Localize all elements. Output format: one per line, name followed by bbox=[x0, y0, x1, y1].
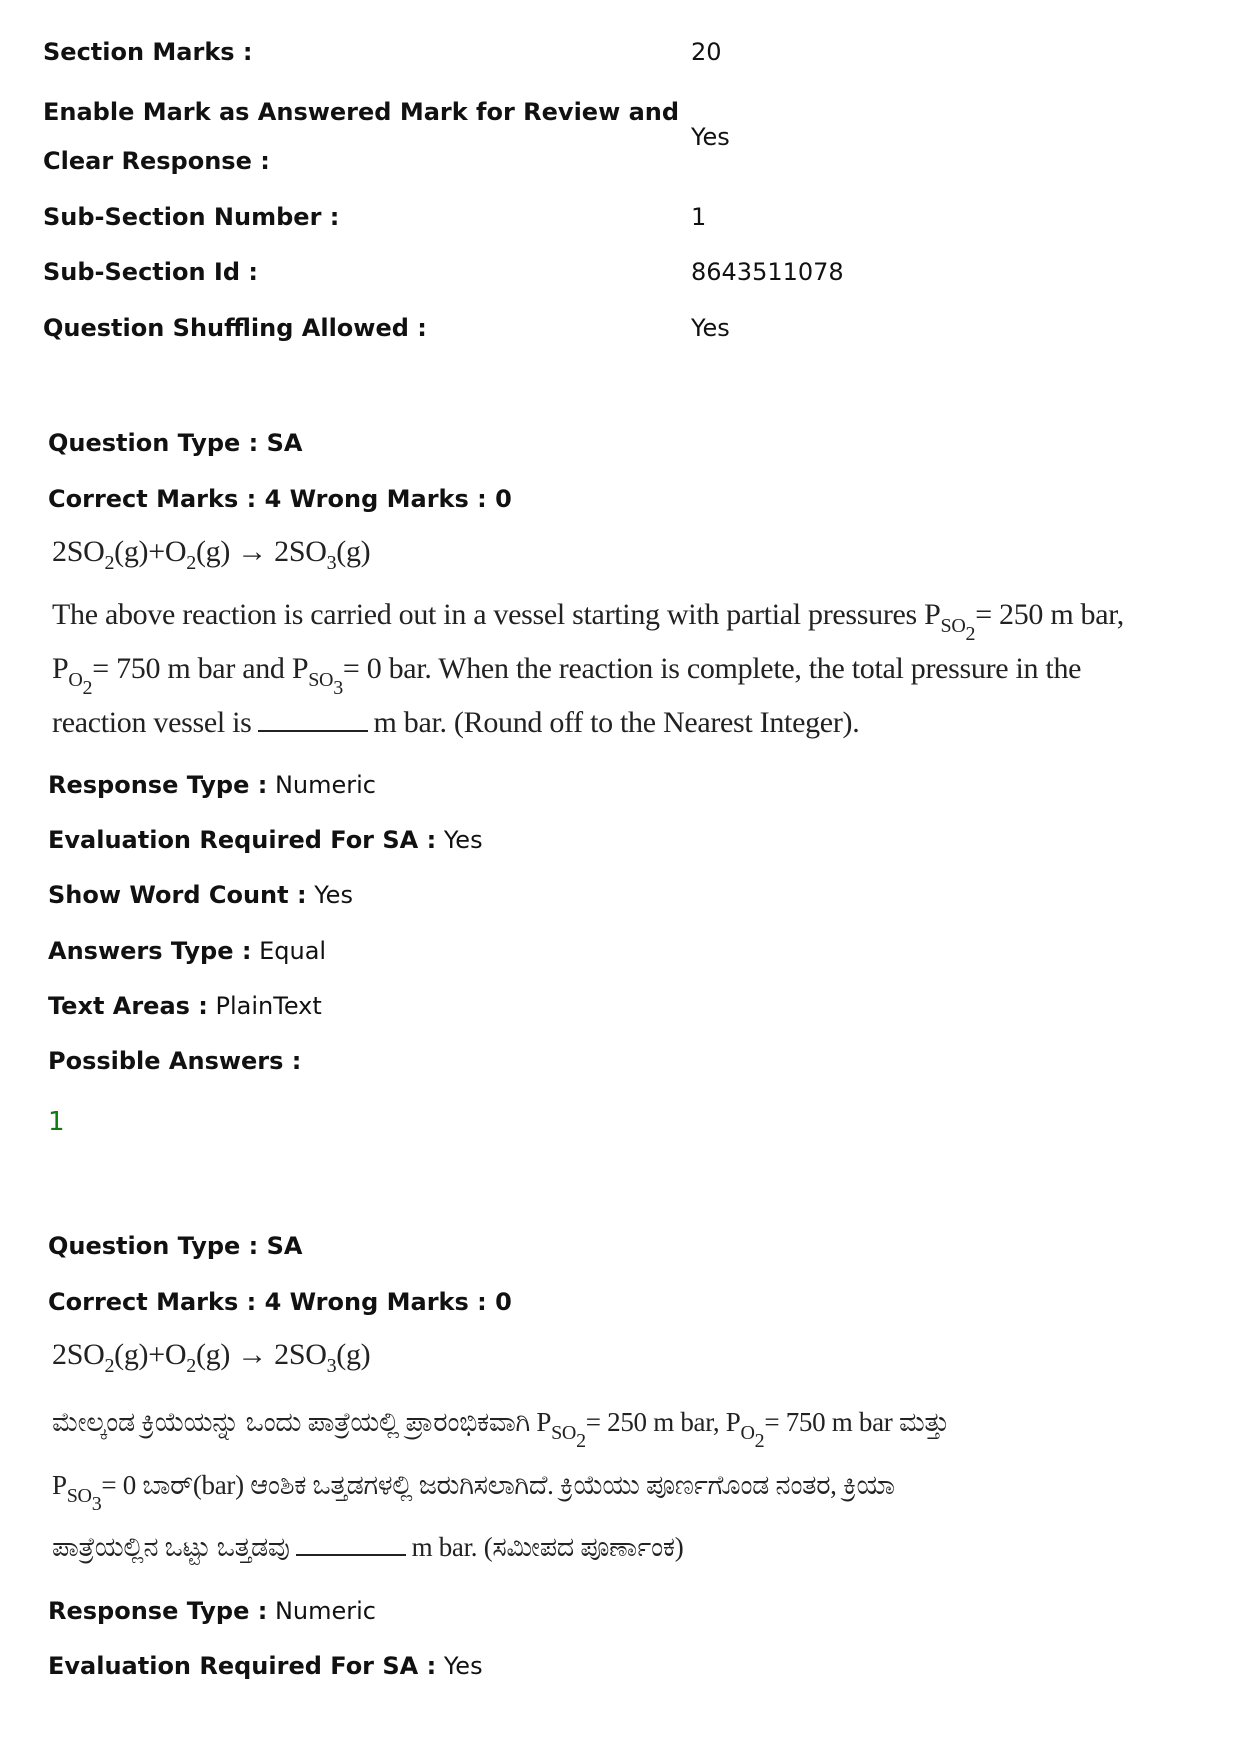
enable-mark-label-2: Clear Response : bbox=[43, 147, 270, 175]
section-marks-label: Section Marks : bbox=[43, 38, 253, 66]
q1-text-line-1: The above reaction is carried out in a vessel starting with partial pressures $P_{SO_2}= 250$ m bar, bbox=[52, 598, 1124, 645]
q2-marks: Correct Marks : 4 Wrong Marks : 0 bbox=[48, 1288, 512, 1316]
q1-equation: $2SO_2(g)+O_2(g) \to 2SO_3(g)$ bbox=[52, 535, 371, 574]
sub-section-id-label: Sub-Section Id : bbox=[43, 258, 258, 286]
q1-response-type: Response Type : Numeric bbox=[48, 771, 376, 799]
q1-marks: Correct Marks : 4 Wrong Marks : 0 bbox=[48, 485, 512, 513]
answer-blank bbox=[296, 1553, 406, 1556]
sub-section-id-value: 8643511078 bbox=[691, 258, 844, 286]
q1-possible-answers: Possible Answers : bbox=[48, 1047, 302, 1075]
q2-equation: $2SO_2(g)+O_2(g) \to 2SO_3(g)$ bbox=[52, 1338, 371, 1377]
enable-mark-value: Yes bbox=[691, 123, 730, 151]
q2-text-line-1: ಮೇಲ್ಕಂಡ ಕ್ರಿಯೆಯನ್ನು ಒಂದು ಪಾತ್ರೆಯಲ್ಲಿ ಪ್ರಾರಂಭಿಕವಾಗಿ $P_{SO_2}= 250$ m bar, $P_{O_2}= 750$ m bar ಮತ್ತು bbox=[52, 1407, 950, 1452]
enable-mark-label: Enable Mark as Answered Mark for Review and bbox=[43, 98, 680, 126]
q2-text-line-3: ಪಾತ್ರೆಯಲ್ಲಿನ ಒಟ್ಟು ಒತ್ತಡವು m bar. (ಸಮೀಪದ ಪೂರ್ಣಾಂಕ) bbox=[52, 1532, 684, 1562]
answer-blank bbox=[258, 729, 368, 732]
sub-section-number-value: 1 bbox=[691, 203, 707, 231]
q2-question-type: Question Type : SA bbox=[48, 1232, 303, 1260]
section-marks-value: 20 bbox=[691, 38, 722, 66]
q1-text-line-3: reaction vessel is m bar. (Round off to the Nearest Integer). bbox=[52, 706, 860, 739]
sub-section-number-label: Sub-Section Number : bbox=[43, 203, 340, 231]
q2-evaluation-required: Evaluation Required For SA : Yes bbox=[48, 1652, 483, 1680]
q1-possible-answer-value: 1 bbox=[48, 1107, 65, 1137]
q1-show-word-count: Show Word Count : Yes bbox=[48, 881, 353, 909]
q1-evaluation-required: Evaluation Required For SA : Yes bbox=[48, 826, 483, 854]
q1-question-type: Question Type : SA bbox=[48, 429, 303, 457]
question-shuffling-value: Yes bbox=[691, 314, 730, 342]
q1-answers-type: Answers Type : Equal bbox=[48, 937, 327, 965]
question-shuffling-label: Question Shuffling Allowed : bbox=[43, 314, 427, 342]
q1-text-line-2: $P_{O_2}= 750$ m bar and $P_{SO_3}= 0$ bar. When the reaction is complete, the total pressure in the bbox=[52, 652, 1082, 699]
q2-response-type: Response Type : Numeric bbox=[48, 1597, 376, 1625]
q2-text-line-2: $P_{SO_3}= 0$ ಬಾರ್(bar) ಆಂಶಿಕ ಒತ್ತಡಗಳಲ್ಲಿ ಜರುಗಿಸಲಾಗಿದೆ. ಕ್ರಿಯೆಯು ಪೂರ್ಣಗೊಂಡ ನಂತರ, ಕ್ರಿಯಾ bbox=[52, 1470, 895, 1515]
q1-text-areas: Text Areas : PlainText bbox=[48, 992, 322, 1020]
